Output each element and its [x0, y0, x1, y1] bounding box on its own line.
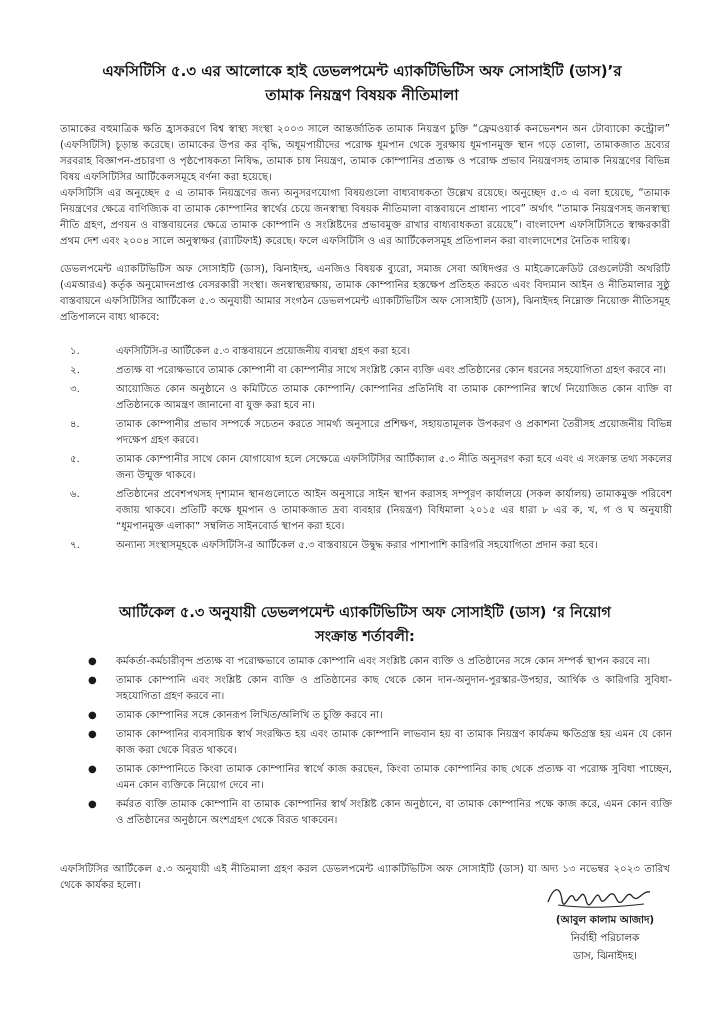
list-item: [60, 344, 672, 360]
bullet-icon: ●: [88, 710, 97, 721]
list-item: [60, 797, 672, 829]
item-number: ৩.: [70, 384, 80, 395]
item-text: তামাক কোম্পানির ব্যবসায়িক স্বার্থ সংরক্ষিত হয় এবং তামাক কোম্পানি লাভবান হয় বা তামাক নিয়ন্ত্রণ কার্যক্রম ক্ষতিগ্রস্ত হয় এমন যে কোন কাজ করা থেকে বিরত থাকবে।: [116, 729, 672, 756]
bullet-icon: ●: [88, 799, 97, 810]
item-text: অন্যান্য সংস্থাসমূহকে এফসিটিসি-র আর্টিকেল ৫.৩ বাস্তবায়নে উদ্বুদ্ধ করার পাশাপাশি কারিগরি সহযোগিতা প্রদান করা হবে।: [116, 540, 598, 551]
section-heading: আর্টিকেল ৫.৩ অনুযায়ী ডেভলপমেন্ট এ্যাকটিভিটিস অফ সোসাইটি (ডাস) ‘র নিয়োগ: [119, 605, 611, 621]
item-number: ৫.: [70, 454, 80, 465]
bullet-icon: ●: [88, 764, 97, 775]
signer-title: নির্বাহী পরিচালক: [570, 932, 640, 944]
policy-numbered-list: [60, 344, 672, 557]
signer-organization: ডাস, ঝিনাইদহ।: [573, 950, 637, 962]
list-item: [60, 673, 672, 705]
organization-paragraph: ডেভলপমেন্ট এ্যাকটিভিটিস অফ সোসাইটি (ডাস), ঝিনাইদহ, এনজিও বিষয়ক ব্যুরো, সমাজ সেবা অধিদপ্তর ও মাইক্রোক্রেডিট রেগুলেটরী অথরিটি (এমআরএ) কর্তৃক অনুমোদনপ্রাপ্ত বেসরকারী সংস্থা। জনস্বাস্থ্যরক্ষায়, তামাক কোম্পানির হস্তক্ষেপ প্রতিহত করতে এবং বিদ্যমান আইন ও নীতিমালার সুষ্ঠু বাস্তবায়নে এফসিটিসির আর্টিকেল ৫.৩ অনুযায়ী আমার সংগঠন ডেভলপমেন্ট এ্যাকটিভিটিস অফ সোসাইটি (ডাস), ঝিনাইদহ নিম্নোক্ত নিয়োক্ত নীতিসমূহ প্রতিপালনে বাধ্য থাকবে:: [60, 264, 670, 323]
document-subtitle: তামাক নিয়ন্ত্রণ বিষয়ক নীতিমালা: [265, 86, 459, 104]
item-text: তামাক কোম্পানির সঙ্গে কোনরূপ লিখিত/অলিখি ত চুক্তি করবে না।: [116, 710, 383, 721]
item-text: আয়োজিত কোন অনুষ্ঠানে ও কমিটিতে তামাক কোম্পানি/ কোম্পানির প্রতিনিধি বা তামাক কোম্পানির স্বার্থে নিয়োজিত কোন ব্যক্তি বা প্রতিষ্ঠানকে আমন্ত্রণ জানানো বা যুক্ত করা হবে না।: [116, 384, 672, 411]
bullet-icon: ●: [88, 729, 97, 740]
document-title: এফসিটিসি ৫.৩ এর আলোকে হাই ডেভলপমেন্ট এ্যাকটিভিটিস অফ সোসাইটি (ডাস)’র: [102, 62, 622, 80]
item-text: কর্মরত ব্যক্তি তামাক কোম্পানি বা তামাক কোম্পানির স্বার্থ সংশ্লিষ্ট কোন অনুষ্ঠানে, বা তামাক কোম্পানির পক্ষে কাজ করে, এমন কোন ব্যক্তি ও প্রতিষ্ঠানের অনুষ্ঠানে অংশগ্রহণ থেকে বিরত থাকবেন।: [116, 799, 672, 826]
list-item: [60, 363, 672, 379]
list-item: [60, 727, 672, 759]
item-text: তামাক কোম্পানিতে কিংবা তামাক কোম্পানির স্বার্থে কাজ করছেন, কিংবা তামাক কোম্পানির কাছ থেকে প্রত্যক্ষ বা পরোক্ষ সুবিধা পাচ্ছেন, এমন কোন ব্যক্তিকে নিয়োগ দেবে না।: [116, 764, 672, 791]
item-text: কর্মকর্তা-কর্মচারীবৃন্দ প্রত্যক্ষ বা পরোক্ষভাবে তামাক কোম্পানি এবং সংশ্লিষ্ট কোন ব্যক্তি ও প্রতিষ্ঠানের সঙ্গে কোন সম্পর্ক স্থাপন করবে না।: [116, 656, 651, 667]
article-paragraph: এফসিটিসি এর অনুচ্ছেদ ৫ এ তামাক নিয়ন্ত্রণের জন্য অনুসরণযোগ্য বিষয়গুলো বাধ্যবাধকতা উল্লেখ রয়েছে। অনুচ্ছেদ ৫.৩ এ বলা হয়েছে, “তামাক নিয়ন্ত্রণের ক্ষেত্রে বাণিজ্যিক বা তামাক কোম্পানির স্বার্থের চেয়ে জনস্বাস্থ্য বিষয়ক নীতিমালা বাস্তবায়নে প্রাধান্য পাবে” অর্থাৎ “তামাক নিয়ন্ত্রণসহ জনস্বাস্থ্য নীতি গ্রহণ, প্রণয়ন ও বাস্তবায়নের ক্ষেত্রে তামাক কোম্পানি ও সংশ্লিষ্টদের প্রভাবমুক্ত রাখার বাধ্যবাধকতা রয়েছে”। বাংলাদেশ এফসিটিসিতে স্বাক্ষরকারী প্রথম দেশ এবং ২০০৪ সালে অনুস্বাক্ষর (র‌্যাটিফাই) করেছে। ফলে এফসিটিসি ও এর আর্টিকেলসমূহ প্রতিপালন করা বাংলাদেশের নৈতিক দায়িত্ব।: [60, 188, 670, 247]
closing-paragraph: এফসিটিসির আর্টিকেল ৫.৩ অনুযায়ী এই নীতিমালা গ্রহণ করল ডেভলপমেন্ট এ্যাকটিভিটিস অফ সোসাইটি (ডাস) যা অদ্য ১৩ নভেম্বর ২০২৩ তারিখ থেকে কার্যকর হলো।: [60, 864, 670, 891]
bullet-icon: ●: [88, 675, 97, 686]
intro-paragraph: তামাকের বহুমাত্রিক ক্ষতি হ্রাসকরণে বিশ্ব স্বাস্থ্য সংস্থা ২০০৩ সালে আন্তর্জাতিক তামাক নিয়ন্ত্রণ চুক্তি “ফ্রেমওয়ার্ক কনভেনশন অন টোব্যাকো কন্ট্রোল” (এফসিটিসি) চূড়ান্ত করেছে। তামাকের উপর কর বৃদ্ধি, অধূমপায়ীদের পরোক্ষ ধূমপান থেকে সুরক্ষায় ধূমপানমুক্ত স্থান গড়ে তোলা, তামাকজাত দ্রব্যের সরবরাহ বিজ্ঞাপন-প্রচারণা ও পৃষ্ঠপোষকতা নিষিদ্ধ, তামাক চাষ নিয়ন্ত্রণ, তামাক কোম্পানির প্রত্যক্ষ ও পরোক্ষ প্রভাব নিয়ন্ত্রণসহ তামাক নিয়ন্ত্রণের বিভিন্ন বিষয় এফসিটিসির আর্টিকেলসমূহে বর্ণনা করা হয়েছে।: [60, 124, 670, 183]
item-number: ৪.: [70, 419, 80, 430]
list-item: [60, 382, 672, 414]
bullet-icon: ●: [88, 656, 97, 667]
list-item: [60, 654, 672, 670]
item-text: তামাক কোম্পানীর সাথে কোন যোগাযোগ হলে সেক্ষেত্রে এফসিটিসির আর্টিক্যাল ৫.৩ নীতি অনুসরণ করা হবে এবং এ সংক্রান্ত তথ্য সকলের জন্য উন্মুক্ত থাকবে।: [116, 454, 672, 481]
item-text: তামাক কোম্পানীর প্রভাব সম্পর্কে সচেতন করতে সামর্থ্য অনুসারে প্রশিক্ষণ, সহায়তামূলক উপকরণ ও প্রকাশনা তৈরীসহ প্রয়োজনীয় বিভিন্ন পদক্ষেপ গ্রহণ করবে।: [116, 419, 672, 446]
item-text: প্রতিষ্ঠানের প্রবেশপথসহ দৃশ্যমান স্থানগুলোতে আইন অনুসারে সাইন স্থাপন করাসহ সম্পূরণ কার্যালয়ে (সকল কার্যালয়) তামাকমুক্ত পরিবেশ বজায় থাকবে। প্রতিটি কক্ষে ধূমপান ও তামাকজাত দ্রব্য ব্যবহার (নিয়ন্ত্রণ) বিধিমালা ২০১৫ এর ধারা ৮ এর ক, খ, গ ও ঘ অনুযায়ী “ধূমপানমুক্ত এলাকা” সম্বলিত সাইনবোর্ড স্থাপন করা হবে।: [116, 489, 672, 532]
recruitment-conditions-list: [60, 654, 672, 832]
list-item: [60, 762, 672, 794]
item-number: ২.: [70, 365, 80, 376]
item-text: তামাক কোম্পানি এবং সংশ্লিষ্ট কোন ব্যক্তি ও প্রতিষ্ঠানের কাছ থেকে কোন দান-অনুদান-পুরস্কার-উপহার, আর্থিক ও কারিগরি সুবিধা-সহযোগিতা গ্রহণ করবে না।: [116, 675, 672, 702]
item-number: ৬.: [70, 489, 80, 500]
item-text: প্রত্যক্ষ বা পরোক্ষভাবে তামাক কোম্পানী বা কোম্পানীর সাথে সংশ্লিষ্ট কোন ব্যক্তি এবং প্রতিষ্ঠানের কোন ধরনের সহযোগিতা গ্রহণ করবে না।: [116, 365, 667, 376]
list-item: [60, 452, 672, 484]
signer-name: (আবুল কালাম আজাদ): [555, 914, 655, 926]
list-item: [60, 417, 672, 449]
list-item: [60, 538, 672, 554]
item-number: ১.: [70, 346, 80, 357]
list-item: [60, 487, 672, 535]
list-item: [60, 708, 672, 724]
signature: [540, 878, 660, 912]
item-text: এফসিটিসি-র আর্টিকেল ৫.৩ বাস্তবায়নে প্রয়োজনীয় ব্যবস্থা গ্রহণ করা হবে।: [116, 346, 411, 357]
item-number: ৭.: [70, 540, 80, 551]
section-heading-continued: সংক্রান্ত শর্তাবলী:: [315, 629, 415, 645]
